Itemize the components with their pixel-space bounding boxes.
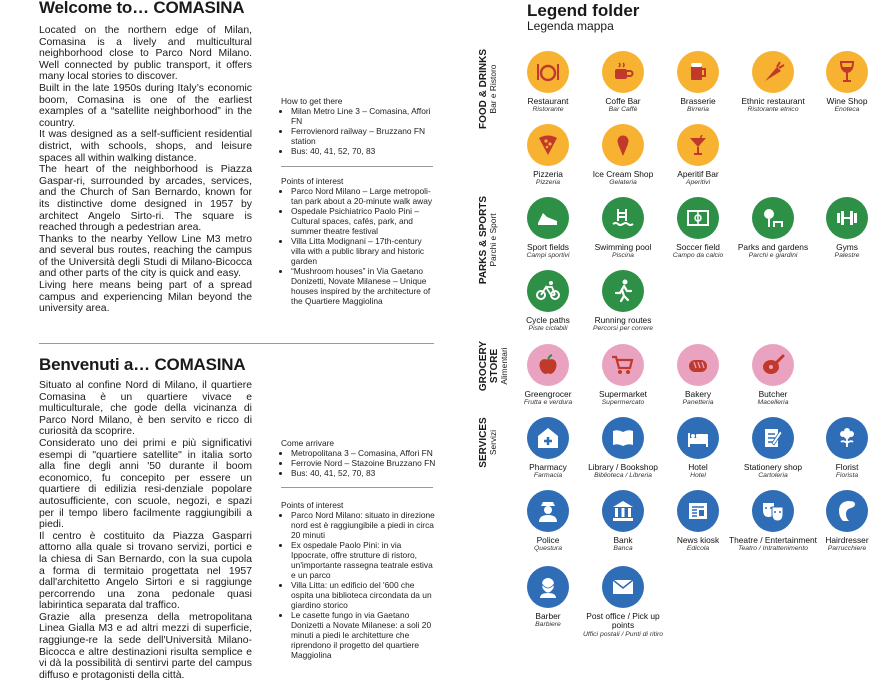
item-label: Brasserie [680,96,716,106]
item-label-it: Barbiere [535,621,561,629]
item-label: Sport fields [527,242,569,252]
item-label-it: Biblioteca / Libreria [594,472,652,480]
item-label: Butcher [758,389,788,399]
item-label: Greengrocer [524,389,572,399]
poi-item: • Parco Nord Milano – Large metropoli-tan park about a 20-minute walk away [291,186,436,206]
italian-paragraph: Situato al confine Nord di Milano, il quartiere Comasina è un quartiere vivace e multiculturale, che gode della vicinanza di Parco Nord Milano, è ben servito e ricco di curiosità da scoprire. [39,380,252,438]
bread-icon [677,344,719,386]
bed-icon [677,417,719,459]
how-to-title: How to get there [281,96,343,106]
item-label-it: Campi sportivi [526,252,570,260]
legend-item-butcher [727,344,819,407]
italian-heading: Benvenuti a… COMASINA [39,355,246,374]
legend-subtitle: Legenda mappa [527,19,614,33]
category-subtitle: Bar e Ristoro [488,64,498,114]
stationery-icon [752,417,794,459]
item-label: Pizzeria [533,169,563,179]
item-label-it: Questura [534,545,562,553]
item-label-it: Uffici postali / Punti di ritiro [582,630,664,638]
category-title: PARKS & SPORTS [478,195,489,285]
police-icon [527,490,569,532]
item-label-it: Birreria [687,106,709,114]
poi-title: Points of interest [281,500,344,510]
item-label-it: Supermercato [601,399,645,407]
category-services [478,415,498,470]
soccer-field-icon [677,197,719,239]
dumbbell-icon [826,197,868,239]
item-label: Stationery shop [743,462,803,472]
italian-body [39,380,252,681]
item-label-it: Cartoleria [758,472,788,480]
restaurant-icon [527,51,569,93]
item-label: Swimming pool [594,242,652,252]
item-label-it: Aperitivi [685,179,711,187]
sneaker-icon [527,197,569,239]
apple-icon [527,344,569,386]
how-to-item: • Ferrovienord railway – Bruzzano FN station [291,126,436,146]
category-title: FOOD & DRINKS [478,49,489,129]
theatre-masks-icon [752,490,794,532]
pharmacy-icon [527,417,569,459]
pizza-icon [527,124,569,166]
book-icon [602,417,644,459]
newspaper-icon [677,490,719,532]
pool-icon [602,197,644,239]
category-subtitle: Alimentari [499,347,509,385]
wine-icon [826,51,868,93]
mail-icon [602,566,644,608]
item-label-it: Parrucchiere [827,545,867,553]
item-label: Coffe Bar [605,96,641,106]
item-label: Post office / Pick up points [586,611,660,631]
how-to-item: • Bus: 40, 41, 52, 70, 83 [291,468,436,478]
item-label-it: Parchi e giardini [748,252,798,260]
poi-item: • Le casette fungo in via Gaetano Donizetti a Novate Milanese: a soli 20 minuti a piedi le architetture che riprendono il progetto del quartiere Maggiolina [291,610,436,660]
legend-item-running-routes [577,270,669,333]
category-parks-sports [478,190,498,290]
item-label: News kiosk [676,535,720,545]
item-label-it: Campo da calcio [672,252,724,260]
legend-item-gyms [801,197,893,260]
item-label-it: Panetteria [682,399,714,407]
how-to-item: • Ferrovie Nord – Stazoine Bruzzano FN [291,458,436,468]
item-label-it: Bar Caffè [608,106,638,114]
item-label-it: Fiorista [835,472,859,480]
english-heading: Welcome to… COMASINA [39,0,245,17]
item-label: Aperitif Bar [677,169,719,179]
item-label-it: Ristorante [532,106,564,114]
category-title: GROCERY STORE [478,340,500,392]
english-paragraph: It was designed as a self-sufficient residential district, with schools, shops, and leisure spaces all within walking distance. [39,129,252,164]
poi-title: Points of interest [281,176,344,186]
item-label-it: Edicola [686,545,710,553]
item-label-it: Piscina [612,252,634,260]
item-label: Wine Shop [826,96,868,106]
item-label: Barber [535,611,561,621]
cocktail-icon [677,124,719,166]
item-label-it: Frutta e verdura [523,399,573,407]
italian-paragraph: Grazie alla presenza della metropolitana Linea Gialla M3 e ad altri mezzi di superficie, raggiunge-re la sede dell'Università Milano-Bicocca e altre destinazioni risulta semplice e vi dà la possibilità di sentirvi parte del campus diffuso e protagonisti della città. [39,611,252,681]
item-label-it: Palestre [834,252,860,260]
item-label: Ethnic restaurant [741,96,805,106]
english-paragraph: Built in the late 1950s during Italy’s economic boom, Comasina is one of the earliest examples of a “satellite neighborhood” in the country. [39,82,252,129]
how-to-title: Come arrivare [281,438,335,448]
item-label: Supermarket [599,389,647,399]
cart-icon [602,344,644,386]
english-paragraph: Located on the northern edge of Milan, Comasina is a lively and multicultural neighborhood close to Parco Nord Milano. Well connected by public transport, it offers many local stories to discover. [39,25,252,83]
item-label-it: Pizzeria [535,179,561,187]
ham-icon [752,344,794,386]
legend-item-hairdresser [801,490,893,553]
item-label: Cycle paths [526,315,570,325]
item-label: Library / Bookshop [588,462,658,472]
legend-title: Legend folder [527,1,640,20]
item-label: Pharmacy [529,462,567,472]
italian-points-of-interest [281,500,436,660]
item-label: Parks and gardens [737,242,809,252]
item-label: Running routes [594,315,652,325]
flower-icon [826,417,868,459]
item-label: Hairdresser [825,535,869,545]
item-label-it: Piste ciclabili [528,325,568,333]
barber-icon [527,566,569,608]
item-label-it: Farmacia [533,472,563,480]
bank-icon [602,490,644,532]
item-label-it: Enoteca [834,106,860,114]
poi-item: • Villa Litta: un edificio del '600 che ospita una biblioteca circondata da un giardino storico [291,580,436,610]
ethnic-food-icon [752,51,794,93]
legend-item-florist [801,417,893,480]
poi-item: • Villa Litta Modignani – 17th-century villa with a public library and historic garden [291,236,436,266]
item-label: Bank [613,535,633,545]
item-label-it: Percorsi per correre [592,325,654,333]
how-to-item: • Bus: 40, 41, 52, 70, 83 [291,146,436,156]
coffee-icon [602,51,644,93]
item-label: Theatre / Entertainment [729,535,817,545]
item-label: Gyms [836,242,858,252]
item-label-it: Macelleria [757,399,789,407]
italian-paragraph: Il centro è costituito da Piazza Gasparri attorno alla quale si trovano servizi, portici e la chiesa di San Bernardo, con la sua cupola a forma di termitaio progettata nel 1957 dall'architetto Angelo Sirtori e si raggiunge percorrendo una zona pedonale quasi labirintica separata dal traffico. [39,530,252,612]
item-label: Hotel [688,462,708,472]
poi-item: • Ex ospedale Paolo Pini: in via Ippocrate, offre strutture di ristoro, un'importante rassegna teatrale estiva e un parco [291,540,436,580]
category-subtitle: Parchi e Sport [488,213,498,267]
runner-icon [602,270,644,312]
item-label-it: Banca [613,545,633,553]
ice-cream-icon [602,124,644,166]
english-body [39,25,252,315]
item-label: Florist [835,462,859,472]
legend-item-post-office [577,566,669,639]
item-label: Restaurant [527,96,569,106]
poi-item: • “Mushroom houses” in Via Gaetano Donizetti, Novate Milanese – Unique houses inspired by the architecture of the Quartiere Maggiolina [291,266,436,306]
beer-icon [677,51,719,93]
legend-item-aperitif-bar [652,124,744,187]
divider [281,487,433,488]
english-paragraph: Thanks to the nearby Yellow Line M3 metro and several bus routes, reaching the campus of the Università degli Studi di Milano-Bicocca and other parts of the city is quick and easy. [39,233,252,280]
bicycle-icon [527,270,569,312]
divider [281,166,433,167]
item-label-it: Gelateria [609,179,637,187]
item-label: Bakery [684,389,712,399]
poi-item: • Parco Nord Milano: situato in direzione nord est è raggiungibile a piedi in circa 20 minuti [291,510,436,540]
hairdresser-icon [826,490,868,532]
item-label-it: Ristorante etnico [747,106,799,114]
category-food-drinks [478,44,498,134]
poi-item: • Ospedale Psichiatrico Paolo Pini – Cultural spaces, cafés, park, and summer theatre festival [291,206,436,236]
english-paragraph: Living here means being part of a spread campus and experiencing Milan beyond the university area. [39,280,252,315]
item-label: Police [536,535,560,545]
english-points-of-interest [281,176,436,306]
legend-item-wine-shop [801,51,893,114]
section-divider [39,343,434,344]
item-label: Soccer field [676,242,720,252]
how-to-item: • Milan Metro Line 3 – Comasina, Affori FN [291,106,436,126]
italian-paragraph: Considerato uno dei primi e più significativi esempi di "quartiere satellite" in italia sorto alla fine degli anni '50 durante il boom economico, fu concepito per essere un quartiere di edilizia resi-denziale popolare autosufficiente, con scuole, negozi, e spazi per il tempo libero facilmente raggiungibili a piedi. [39,437,252,531]
category-title: SERVICES [478,417,489,468]
item-label: Ice Cream Shop [592,169,654,179]
english-paragraph: The heart of the neighborhood is Piazza Gaspar-ri, surrounded by arcades, services, and the Church of San Bernardo, known for its distinctive dome designed in 1957 by architect Angelo Sirto-ri. The square is reached through a pedestrian area. [39,164,252,234]
category-subtitle: Servizi [488,429,498,456]
how-to-item: • Metropolitana 3 – Comasina, Affori FN [291,448,436,458]
item-label-it: Hotel [690,472,706,480]
park-icon [752,197,794,239]
italian-how-to [281,438,436,478]
item-label-it: Teatro / Intrattenimento [737,545,809,553]
english-how-to [281,96,436,156]
